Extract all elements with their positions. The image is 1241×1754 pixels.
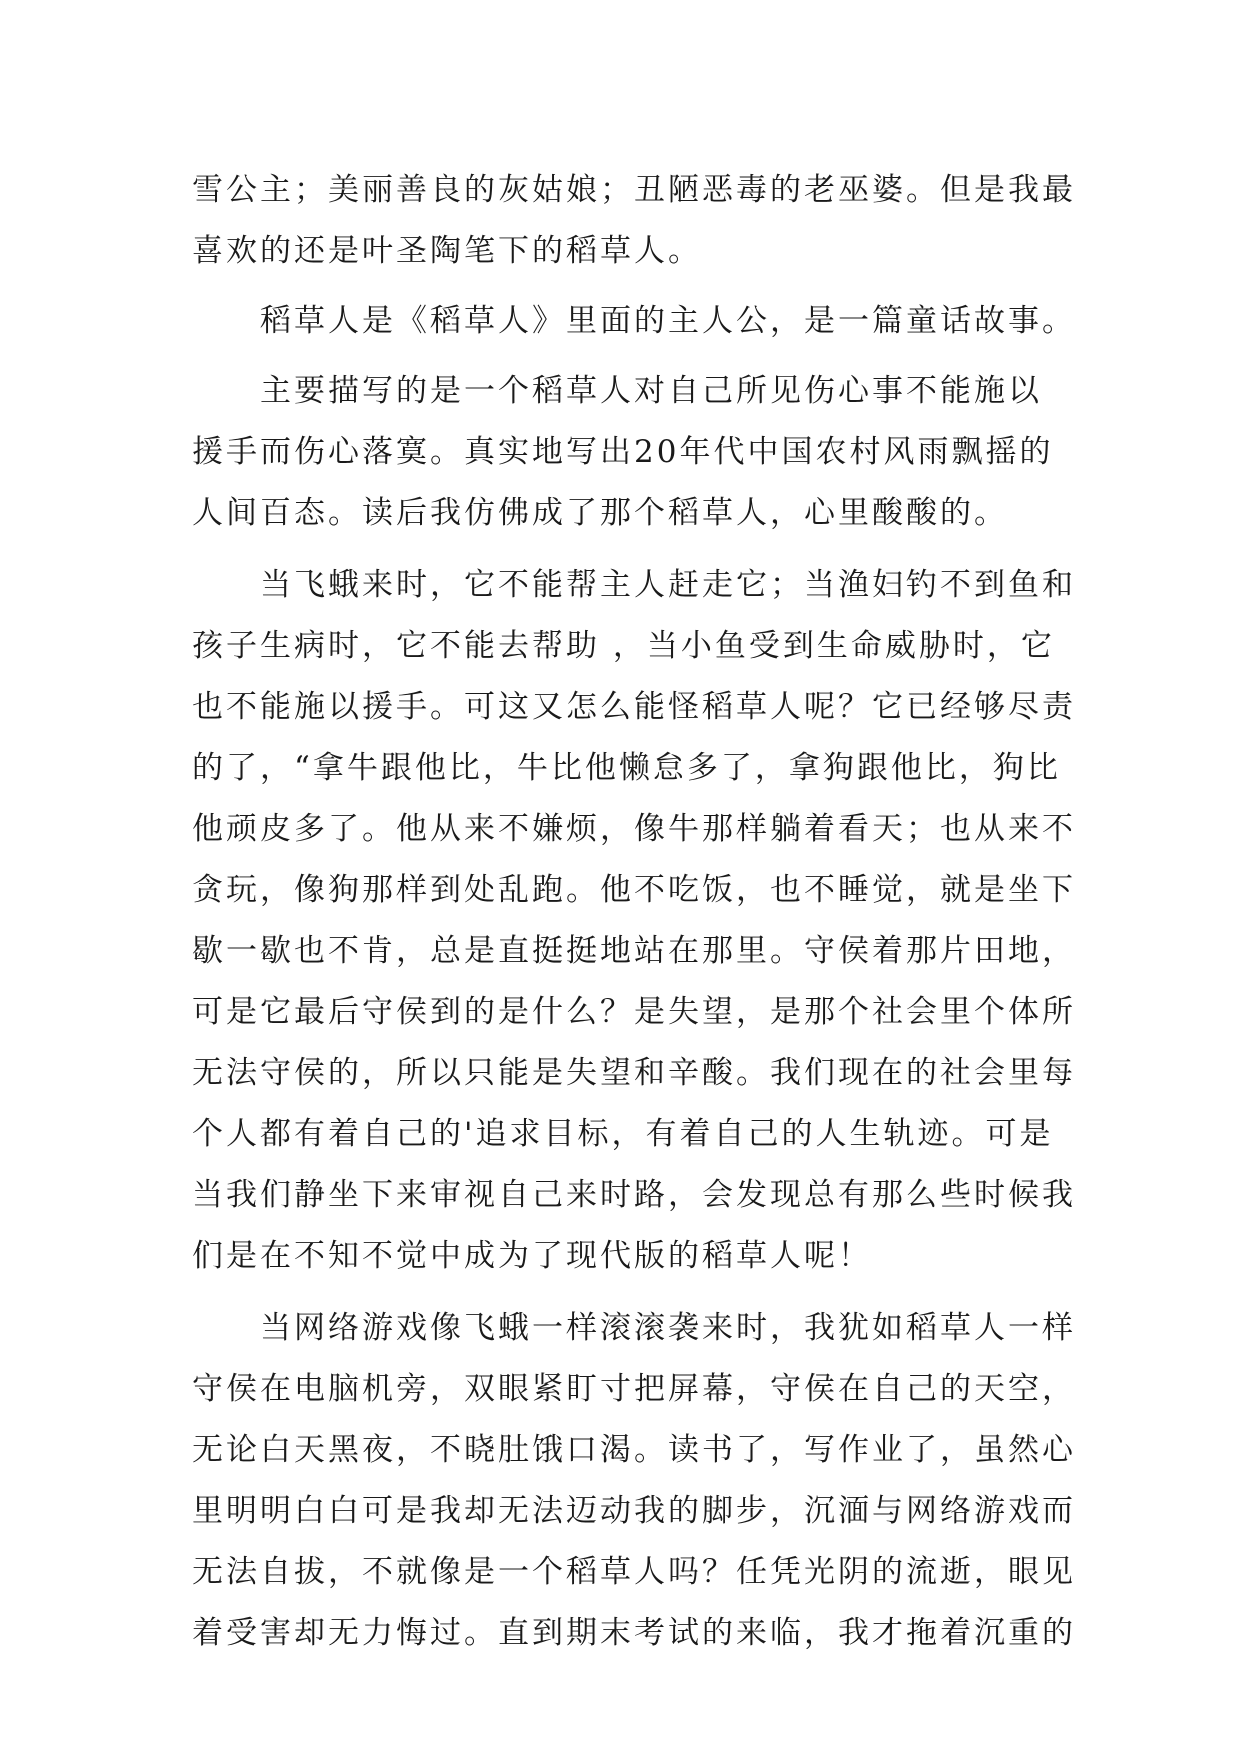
paragraph-start-line: 当飞蛾来时，它不能帮主人赶走它；当渔妇钓不到鱼和 [260,567,1076,603]
text-line: 雪公主；美丽善良的灰姑娘；丑陋恶毒的老巫婆。但是我最 [192,172,1076,208]
text-line: 歇一歇也不肯，总是直挺挺地站在那里。守侯着那片田地， [192,933,1076,969]
paragraph-start-line: 稻草人是《稻草人》里面的主人公，是一篇童话故事。 [260,303,1076,339]
essay-body [192,160,1076,1664]
text-line: 也不能施以援手。可这又怎么能怪稻草人呢？它已经够尽责 [192,689,1076,725]
text-line: 着受害却无力悔过。直到期末考试的来临，我才拖着沉重的 [192,1615,1076,1651]
text-line: 可是它最后守侯到的是什么？是失望，是那个社会里个体所 [192,994,1076,1030]
text-line: 守侯在电脑机旁，双眼紧盯寸把屏幕，守侯在自己的天空， [192,1371,1076,1407]
text-line: 个人都有着自己的'追求目标，有着自己的人生轨迹。可是 [192,1116,1054,1152]
paragraph-start-line: 当网络游戏像飞蛾一样滚滚袭来时，我犹如稻草人一样 [260,1310,1076,1346]
text-line: 无法自拔，不就像是一个稻草人吗？任凭光阴的流逝，眼见 [192,1554,1076,1590]
text-line: 人间百态。读后我仿佛成了那个稻草人，心里酸酸的。 [192,495,1008,531]
text-line: 援手而伤心落寞。真实地写出20年代中国农村风雨飘摇的 [192,434,1054,470]
text-line: 无论白天黑夜，不晓肚饿口渴。读书了，写作业了，虽然心 [192,1432,1076,1468]
text-line: 里明明白白可是我却无法迈动我的脚步，沉湎与网络游戏而 [192,1493,1076,1529]
text-line: 当我们静坐下来审视自己来时路，会发现总有那么些时候我 [192,1177,1076,1213]
text-line: 孩子生病时，它不能去帮助 ，当小鱼受到生命威胁时，它 [192,628,1055,664]
text-line: 的了，“拿牛跟他比，牛比他懒怠多了，拿狗跟他比，狗比 [192,750,1061,786]
text-line: 贪玩，像狗那样到处乱跑。他不吃饭，也不睡觉，就是坐下 [192,872,1076,908]
text-line: 喜欢的还是叶圣陶笔下的稻草人。 [192,233,702,269]
text-line: 他顽皮多了。他从来不嫌烦，像牛那样躺着看天；也从来不 [192,811,1076,847]
paragraph-start-line: 主要描写的是一个稻草人对自己所见伤心事不能施以 [260,373,1042,409]
text-line: 无法守侯的，所以只能是失望和辛酸。我们现在的社会里每 [192,1055,1076,1091]
text-line: 们是在不知不觉中成为了现代版的稻草人呢！ [192,1238,872,1274]
